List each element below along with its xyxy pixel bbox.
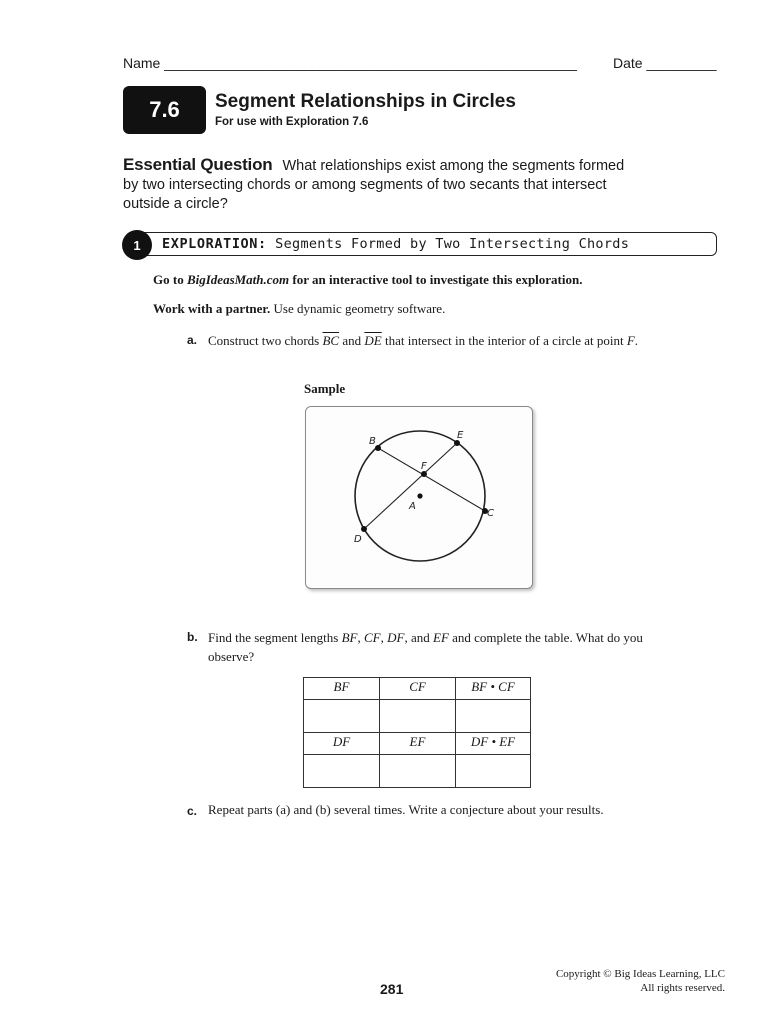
work-bold: Work with a partner. (153, 301, 271, 316)
table-header-df-ef: DF • EF (456, 733, 531, 755)
copyright-line-1: Copyright © Big Ideas Learning, LLC (555, 968, 725, 980)
lesson-number-badge: 7.6 (123, 86, 206, 134)
date-field[interactable]: Date _________ (613, 55, 717, 71)
sample-figure (305, 406, 533, 589)
answer-cell-df[interactable] (304, 755, 380, 788)
label-e: E (457, 430, 464, 441)
answer-cell-bf[interactable] (304, 700, 380, 733)
part-a-label: a. (187, 333, 198, 347)
point-d-dot (361, 526, 367, 532)
part-a-text (208, 331, 648, 350)
goto-suffix: for an interactive tool to investigate this exploration. (289, 272, 583, 287)
table-row (304, 678, 531, 700)
essential-question-text: What relationships exist among the segments formed by two intersecting chords or among segments of two secants that intersect outside a circle? (123, 158, 625, 212)
point-a-dot (417, 493, 422, 498)
segment-table (303, 677, 531, 788)
part-b-post: and complete the table. What do you observe? (208, 630, 643, 664)
answer-cell-ef[interactable] (380, 755, 456, 788)
table-header-df: DF (304, 733, 380, 755)
part-a-end: . (634, 333, 639, 348)
sample-label: Sample (304, 381, 346, 396)
answer-cell-cf[interactable] (380, 700, 456, 733)
point-b-dot (375, 445, 381, 451)
bigideasmath-link[interactable]: BigIdeasMath.com (186, 272, 290, 287)
essential-question-label: Essential Question (123, 155, 273, 174)
label-f: F (421, 461, 427, 472)
work-instruction (153, 301, 445, 317)
copyright-notice (540, 967, 725, 995)
lesson-title: Segment Relationships in Circles (215, 91, 516, 112)
table-header-ef: EF (380, 733, 456, 755)
label-d: D (354, 534, 362, 545)
page-number: 281 (380, 981, 404, 997)
chord-bc: $\overline{BC}$ (322, 333, 340, 348)
point-f: F (626, 333, 635, 348)
table-row (304, 755, 531, 788)
part-a-post: that intersect in the interior of a circle at point (381, 333, 627, 348)
table-header-bf-cf: BF • CF (456, 678, 531, 700)
exploration-number-badge: 1 (122, 230, 152, 260)
seg-ef: EF (433, 630, 449, 645)
part-a-pre: Construct two chords (208, 333, 323, 348)
copyright-line-2: All rights reserved. (640, 982, 725, 994)
part-b-pre: Find the segment lengths (208, 630, 342, 645)
chord-de: $\overline{DE}$ (364, 333, 382, 348)
answer-cell-df-ef[interactable] (456, 755, 531, 788)
table-header-bf: BF (304, 678, 380, 700)
seg-df: DF (387, 630, 405, 645)
essential-question (123, 155, 643, 214)
label-c: C (487, 508, 494, 519)
seg-cf: CF (364, 630, 381, 645)
part-c-text: Repeat parts (a) and (b) several times. Write a conjecture about your results. (208, 802, 604, 817)
exploration-heading (162, 236, 629, 252)
circle-diagram (306, 407, 534, 590)
table-row (304, 700, 531, 733)
goto-instruction (153, 272, 582, 288)
goto-prefix: Go to (153, 272, 187, 287)
label-a: A (409, 501, 416, 512)
name-field[interactable]: Name _____________________________________________________ (123, 55, 577, 71)
seg-bf: BF (341, 630, 358, 645)
label-b: B (369, 436, 376, 447)
part-c-label: c. (187, 804, 198, 818)
part-b-text: Find the segment lengths BF, CF, DF, and EF and complete the table. What do you observe? (208, 630, 643, 664)
lesson-subtitle: For use with Exploration 7.6 (215, 116, 369, 128)
table-row (304, 733, 531, 755)
work-rest: Use dynamic geometry software. (270, 301, 446, 316)
answer-cell-bf-cf[interactable] (456, 700, 531, 733)
part-a-mid: and (339, 333, 365, 348)
exploration-title: Segments Formed by Two Intersecting Chords (275, 236, 630, 252)
table-header-cf: CF (380, 678, 456, 700)
part-b-label: b. (187, 630, 198, 644)
exploration-label: EXPLORATION: (162, 236, 267, 252)
